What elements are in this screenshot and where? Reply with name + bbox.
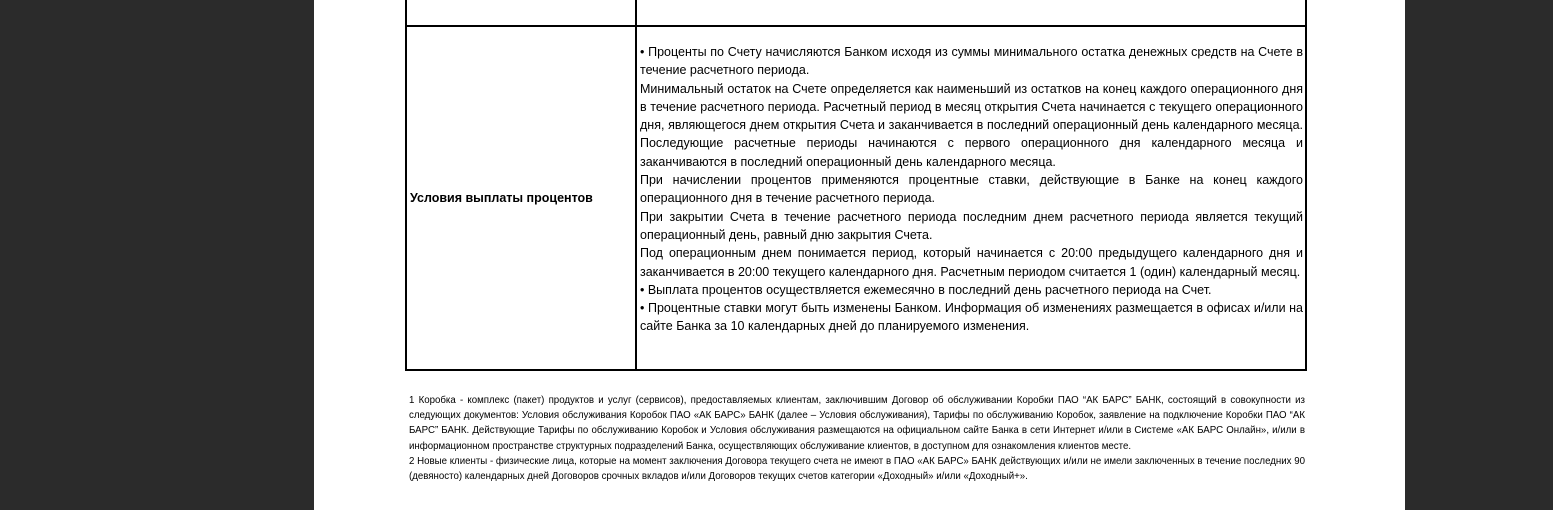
empty-label-cell	[406, 0, 636, 26]
paragraph: Под операционным днем понимается период, который начинается с 20:00 предыдущего календарного дня и заканчивается в 20:00 текущего календарного дня. Расчетным периодом считается 1 (один) календарный месяц.	[640, 246, 1303, 279]
row-content	[636, 26, 1306, 370]
footnote: 2 Новые клиенты - физические лица, которые на момент заключения Договора текущего счета не имеют в ПАО «АК БАРС» БАНК действующих и/или не имели заключенных в течение последних 90 (девяносто) календарных дней Договоров срочных вкладов и/или Договоров текущих счетов категории «Доходный» и/или «Доходный+».	[409, 455, 1305, 483]
paragraph: • Процентные ставки могут быть изменены Банком. Информация об изменениях размещается в офисах и/или на сайте Банка за 10 календарных дней до планируемого изменения.	[640, 301, 1303, 334]
document-page	[314, 0, 1405, 510]
row-label: Условия выплаты процентов	[406, 26, 636, 370]
footnotes	[409, 393, 1305, 484]
paragraph: При начислении процентов применяются процентные ставки, действующие в Банке на конец каждого операционного дня в течение расчетного периода.	[640, 173, 1303, 206]
paragraph: Минимальный остаток на Счете определяется как наименьший из остатков на конец каждого операционного дня в течение расчетного периода. Расчетный период в месяц открытия Счета начинается с текущего операционного дня, являющегося днем открытия Счета и заканчивается в последний операционный день календарного месяца. Последующие расчетные периоды начинаются с первого операционного дня календарного месяца и заканчиваются в последний операционный день календарного месяца.	[640, 81, 1303, 169]
conditions-table	[405, 0, 1307, 371]
paragraph: При закрытии Счета в течение расчетного периода последним днем расчетного периода является текущий операционный день, равный дню закрытия Счета.	[640, 209, 1303, 242]
empty-content-cell	[636, 0, 1306, 26]
table-row	[406, 26, 1306, 370]
footnote: 1 Коробка - комплекс (пакет) продуктов и услуг (сервисов), предоставляемых клиентам, заключившим Договор об обслуживании Коробки ПАО “АК БАРС” БАНК, состоящий в совокупности из следующих документов: Условия обслуживания Коробок ПАО «АК БАРС» БАНК (далее – Условия обслуживания), Тарифы по обслуживанию Коробок, заявление на подключение Коробки ПАО “АК БАРС” БАНК. Действующие Тарифы по обслуживанию Коробок и Условия обслуживания размещаются на официальном сайте Банка в сети Интернет и/или в Системе «АК БАРС Онлайн», и/или в информационном пространстве структурных подразделений Банка, осуществляющих обслуживание клиентов, в доступном для ознакомления клиентов месте.	[409, 395, 1305, 452]
paragraph: • Выплата процентов осуществляется ежемесячно в последний день расчетного периода на Счет.	[640, 282, 1212, 297]
table-row-previous	[406, 0, 1306, 26]
paragraph: • Проценты по Счету начисляются Банком исходя из суммы минимального остатка денежных средств на Счете в течение расчетного периода.	[640, 45, 1303, 78]
